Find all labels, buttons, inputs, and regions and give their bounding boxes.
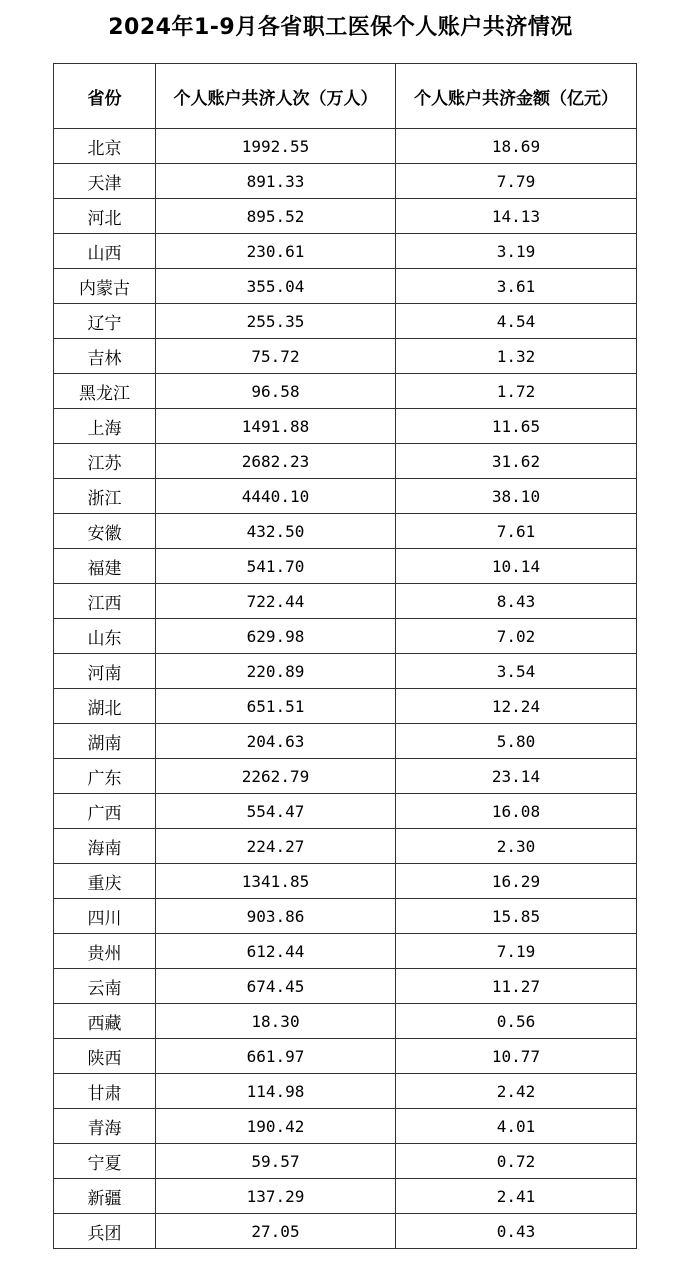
amount-cell: 16.29 [396,864,637,899]
province-cell: 湖南 [54,724,156,759]
count-cell: 661.97 [156,1039,396,1074]
amount-cell: 2.42 [396,1074,637,1109]
table-header [54,64,637,129]
table-row [54,1109,637,1144]
amount-cell: 3.19 [396,234,637,269]
table-row [54,374,637,409]
amount-cell: 10.77 [396,1039,637,1074]
amount-cell: 3.54 [396,654,637,689]
province-cell: 新疆 [54,1179,156,1214]
province-cell: 兵团 [54,1214,156,1249]
table-row [54,1004,637,1039]
count-cell: 651.51 [156,689,396,724]
count-cell: 220.89 [156,654,396,689]
amount-cell: 1.32 [396,339,637,374]
province-cell: 黑龙江 [54,374,156,409]
count-cell: 114.98 [156,1074,396,1109]
count-cell: 355.04 [156,269,396,304]
province-cell: 贵州 [54,934,156,969]
province-cell: 河南 [54,654,156,689]
amount-cell: 3.61 [396,269,637,304]
amount-cell: 7.61 [396,514,637,549]
count-cell: 59.57 [156,1144,396,1179]
table-row [54,934,637,969]
province-cell: 西藏 [54,1004,156,1039]
table-row [54,234,637,269]
table-row [54,1179,637,1214]
province-cell: 江苏 [54,444,156,479]
amount-cell: 18.69 [396,129,637,164]
table-row [54,339,637,374]
province-cell: 湖北 [54,689,156,724]
amount-cell: 12.24 [396,689,637,724]
province-cell: 青海 [54,1109,156,1144]
count-cell: 75.72 [156,339,396,374]
province-cell: 上海 [54,409,156,444]
table-row [54,549,637,584]
count-cell: 190.42 [156,1109,396,1144]
count-cell: 2262.79 [156,759,396,794]
amount-cell: 2.41 [396,1179,637,1214]
count-cell: 895.52 [156,199,396,234]
province-cell: 云南 [54,969,156,1004]
province-cell: 陕西 [54,1039,156,1074]
amount-cell: 16.08 [396,794,637,829]
amount-cell: 0.72 [396,1144,637,1179]
count-cell: 674.45 [156,969,396,1004]
amount-cell: 7.19 [396,934,637,969]
table-body [54,129,637,1249]
count-cell: 204.63 [156,724,396,759]
amount-cell: 1.72 [396,374,637,409]
province-cell: 广西 [54,794,156,829]
amount-cell: 10.14 [396,549,637,584]
table-row [54,1074,637,1109]
amount-cell: 2.30 [396,829,637,864]
count-cell: 4440.10 [156,479,396,514]
count-cell: 230.61 [156,234,396,269]
province-cell: 浙江 [54,479,156,514]
table-row [54,584,637,619]
amount-cell: 14.13 [396,199,637,234]
amount-cell: 7.02 [396,619,637,654]
count-cell: 137.29 [156,1179,396,1214]
amount-cell: 11.65 [396,409,637,444]
table-row [54,444,637,479]
province-cell: 甘肃 [54,1074,156,1109]
amount-cell: 0.43 [396,1214,637,1249]
count-cell: 891.33 [156,164,396,199]
table-row [54,199,637,234]
province-cell: 福建 [54,549,156,584]
table-row [54,1144,637,1179]
count-cell: 1341.85 [156,864,396,899]
count-cell: 722.44 [156,584,396,619]
amount-cell: 4.54 [396,304,637,339]
header-count: 个人账户共济人次（万人） [156,64,396,129]
header-amount: 个人账户共济金额（亿元） [396,64,637,129]
count-cell: 1491.88 [156,409,396,444]
amount-cell: 11.27 [396,969,637,1004]
amount-cell: 4.01 [396,1109,637,1144]
table-row [54,479,637,514]
table-row [54,864,637,899]
count-cell: 2682.23 [156,444,396,479]
count-cell: 554.47 [156,794,396,829]
amount-cell: 38.10 [396,479,637,514]
table-row [54,164,637,199]
province-cell: 吉林 [54,339,156,374]
count-cell: 18.30 [156,1004,396,1039]
header-row [54,64,637,129]
amount-cell: 31.62 [396,444,637,479]
count-cell: 224.27 [156,829,396,864]
header-province: 省份 [54,64,156,129]
table-row [54,724,637,759]
province-cell: 内蒙古 [54,269,156,304]
table-row [54,1039,637,1074]
amount-cell: 5.80 [396,724,637,759]
count-cell: 255.35 [156,304,396,339]
page-title: 2024年1-9月各省职工医保个人账户共济情况 [108,15,573,40]
count-cell: 629.98 [156,619,396,654]
count-cell: 27.05 [156,1214,396,1249]
table-row [54,304,637,339]
table-row [54,514,637,549]
count-cell: 432.50 [156,514,396,549]
province-cell: 河北 [54,199,156,234]
province-cell: 重庆 [54,864,156,899]
count-cell: 1992.55 [156,129,396,164]
province-cell: 辽宁 [54,304,156,339]
province-cell: 山西 [54,234,156,269]
province-cell: 宁夏 [54,1144,156,1179]
table-row [54,689,637,724]
amount-cell: 7.79 [396,164,637,199]
amount-cell: 15.85 [396,899,637,934]
amount-cell: 8.43 [396,584,637,619]
table-row [54,269,637,304]
province-cell: 安徽 [54,514,156,549]
province-cell: 四川 [54,899,156,934]
province-cell: 江西 [54,584,156,619]
count-cell: 903.86 [156,899,396,934]
province-cell: 山东 [54,619,156,654]
table-row [54,654,637,689]
table-row [54,759,637,794]
table-row [54,619,637,654]
table-row [54,829,637,864]
table-row [54,129,637,164]
province-cell: 海南 [54,829,156,864]
province-cell: 天津 [54,164,156,199]
province-cell: 广东 [54,759,156,794]
table-row [54,794,637,829]
table-row [54,899,637,934]
amount-cell: 23.14 [396,759,637,794]
table-row [54,1214,637,1249]
count-cell: 541.70 [156,549,396,584]
table-row [54,969,637,1004]
amount-cell: 0.56 [396,1004,637,1039]
data-table [53,63,637,1249]
province-cell: 北京 [54,129,156,164]
count-cell: 612.44 [156,934,396,969]
table-row [54,409,637,444]
count-cell: 96.58 [156,374,396,409]
